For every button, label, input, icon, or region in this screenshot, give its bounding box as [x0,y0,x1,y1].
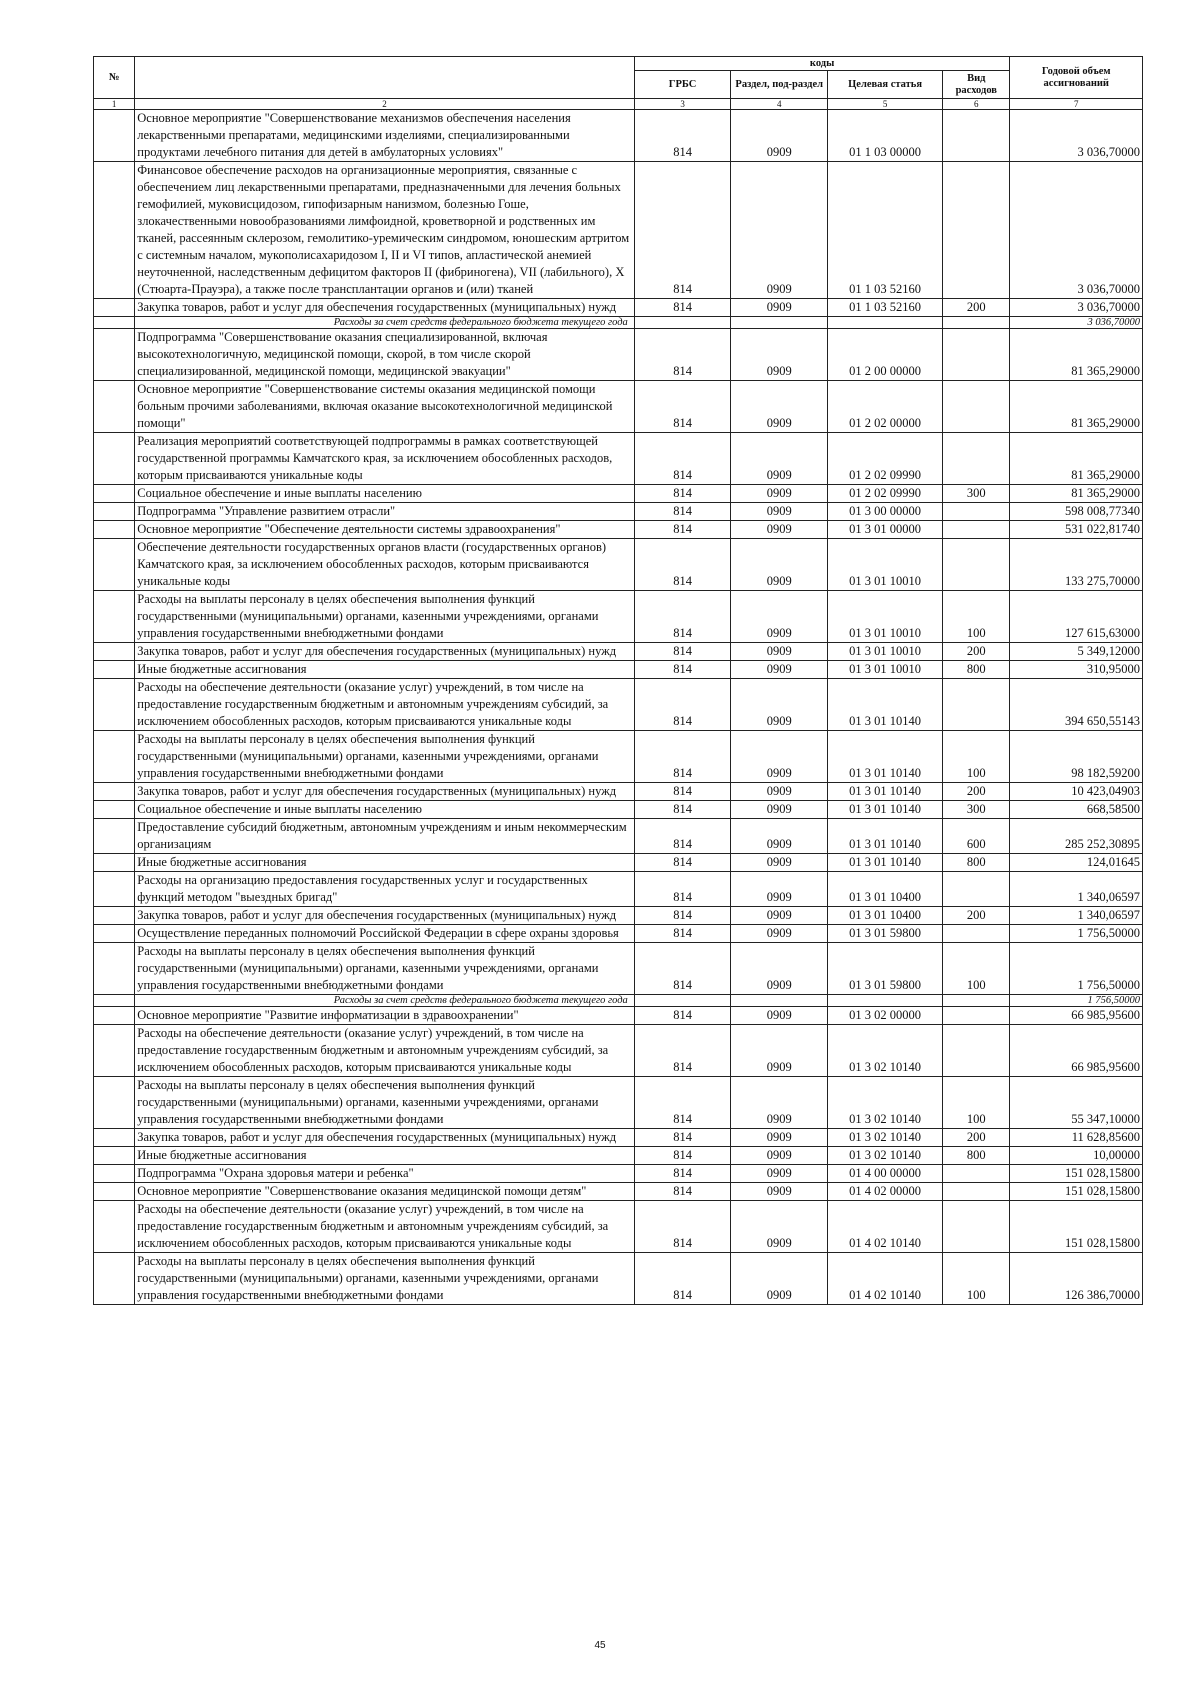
row-type-cell [943,1007,1010,1025]
row-section-cell: 0909 [731,299,828,317]
row-grbs-cell: 814 [634,925,731,943]
row-name-cell: Закупка товаров, работ и услуг для обеспечения государственных (муниципальных) нужд [135,299,635,317]
row-amount-cell: 124,01645 [1010,854,1143,872]
row-grbs-cell: 814 [634,661,731,679]
col-number: 4 [731,99,828,110]
row-amount-cell: 126 386,70000 [1010,1253,1143,1305]
row-type-cell: 200 [943,907,1010,925]
table-row [94,907,1143,925]
row-amount-cell: 3 036,70000 [1010,317,1143,329]
row-type-cell [943,1025,1010,1077]
row-number-cell [94,299,135,317]
budget-table [93,56,1143,1305]
row-section-cell: 0909 [731,433,828,485]
row-grbs-cell [634,995,731,1007]
row-section-cell: 0909 [731,1025,828,1077]
row-target-cell: 01 3 00 00000 [828,503,943,521]
row-type-cell: 100 [943,1077,1010,1129]
row-section-cell: 0909 [731,643,828,661]
row-grbs-cell: 814 [634,503,731,521]
row-name-cell: Закупка товаров, работ и услуг для обеспечения государственных (муниципальных) нужд [135,907,635,925]
row-grbs-cell [634,317,731,329]
row-type-cell [943,539,1010,591]
row-section-cell: 0909 [731,731,828,783]
row-number-cell [94,539,135,591]
table-row [94,643,1143,661]
row-type-cell [943,521,1010,539]
row-amount-cell: 598 008,77340 [1010,503,1143,521]
row-name-cell: Расходы на обеспечение деятельности (оказание услуг) учреждений, в том числе на предоставление государственным бюджетным и автономным учреждениям субсидий, за исключением обособленных расходов, которым присваиваются уникальные коды [135,1201,635,1253]
row-section-cell: 0909 [731,503,828,521]
row-target-cell: 01 3 01 10140 [828,731,943,783]
row-type-cell [943,433,1010,485]
header-target: Целевая статья [828,71,943,99]
table-row [94,433,1143,485]
row-number-cell [94,661,135,679]
row-grbs-cell: 814 [634,1147,731,1165]
table-row [94,783,1143,801]
row-grbs-cell: 814 [634,801,731,819]
row-number-cell [94,854,135,872]
row-grbs-cell: 814 [634,783,731,801]
row-target-cell: 01 3 02 10140 [828,1147,943,1165]
table-row [94,679,1143,731]
row-grbs-cell: 814 [634,1165,731,1183]
row-grbs-cell: 814 [634,854,731,872]
row-target-cell: 01 2 02 00000 [828,381,943,433]
row-target-cell: 01 3 01 00000 [828,521,943,539]
row-target-cell: 01 3 01 59800 [828,925,943,943]
row-amount-cell: 5 349,12000 [1010,643,1143,661]
row-number-cell [94,783,135,801]
row-number-cell [94,591,135,643]
table-row [94,539,1143,591]
row-type-cell [943,381,1010,433]
row-number-cell [94,485,135,503]
row-grbs-cell: 814 [634,1025,731,1077]
row-target-cell: 01 4 02 10140 [828,1253,943,1305]
row-number-cell [94,1165,135,1183]
row-name-cell: Подпрограмма "Совершенствование оказания специализированной, включая высокотехнологичную, медицинской помощи, скорой, в том числе скорой специализированной, медицинской помощи, медицинской эвакуации" [135,329,635,381]
row-section-cell: 0909 [731,819,828,854]
row-section-cell: 0909 [731,1253,828,1305]
table-row [94,1201,1143,1253]
row-amount-cell: 1 340,06597 [1010,872,1143,907]
row-type-cell: 200 [943,643,1010,661]
row-type-cell [943,995,1010,1007]
row-section-cell: 0909 [731,661,828,679]
row-type-cell [943,317,1010,329]
row-name-cell: Социальное обеспечение и иные выплаты населению [135,801,635,819]
row-type-cell: 200 [943,783,1010,801]
row-amount-cell: 10,00000 [1010,1147,1143,1165]
row-number-cell [94,995,135,1007]
row-number-cell [94,162,135,299]
table-row [94,329,1143,381]
row-number-cell [94,731,135,783]
row-grbs-cell: 814 [634,110,731,162]
row-type-cell [943,329,1010,381]
row-type-cell: 800 [943,1147,1010,1165]
row-name-cell: Социальное обеспечение и иные выплаты населению [135,485,635,503]
table-row [94,661,1143,679]
row-amount-cell: 1 340,06597 [1010,907,1143,925]
row-type-cell: 800 [943,661,1010,679]
row-type-cell [943,162,1010,299]
row-section-cell: 0909 [731,521,828,539]
row-section-cell: 0909 [731,329,828,381]
row-name-cell: Расходы на обеспечение деятельности (оказание услуг) учреждений, в том числе на предоставление государственным бюджетным и автономным учреждениям субсидий, за исключением обособленных расходов, которым присваиваются уникальные коды [135,679,635,731]
row-name-cell: Осуществление переданных полномочий Российской Федерации в сфере охраны здоровья [135,925,635,943]
federal-budget-row [94,995,1143,1007]
row-target-cell: 01 3 02 10140 [828,1077,943,1129]
row-number-cell [94,503,135,521]
row-section-cell: 0909 [731,591,828,643]
row-type-cell: 300 [943,801,1010,819]
row-section-cell: 0909 [731,801,828,819]
row-amount-cell: 133 275,70000 [1010,539,1143,591]
row-number-cell [94,925,135,943]
row-name-cell: Расходы на выплаты персоналу в целях обеспечения выполнения функций государственными (муниципальными) органами, казенными учреждениями, органами управления государственными внебюджетными фондами [135,591,635,643]
table-row [94,943,1143,995]
row-grbs-cell: 814 [634,819,731,854]
row-number-cell [94,1025,135,1077]
col-number: 1 [94,99,135,110]
row-number-cell [94,1183,135,1201]
row-section-cell: 0909 [731,1129,828,1147]
row-section-cell: 0909 [731,162,828,299]
row-target-cell: 01 4 02 10140 [828,1201,943,1253]
row-number-cell [94,1201,135,1253]
row-section-cell: 0909 [731,1201,828,1253]
row-name-cell: Расходы на организацию предоставления государственных услуг и государственных функций методом "выездных бригад" [135,872,635,907]
row-grbs-cell: 814 [634,539,731,591]
row-target-cell: 01 1 03 52160 [828,162,943,299]
row-target-cell: 01 3 01 10010 [828,591,943,643]
row-name-cell: Подпрограмма "Охрана здоровья матери и ребенка" [135,1165,635,1183]
row-number-cell [94,329,135,381]
row-grbs-cell: 814 [634,943,731,995]
row-name-cell: Основное мероприятие "Совершенствование оказания медицинской помощи детям" [135,1183,635,1201]
row-grbs-cell: 814 [634,1007,731,1025]
row-grbs-cell: 814 [634,872,731,907]
table-row [94,162,1143,299]
row-target-cell: 01 4 00 00000 [828,1165,943,1183]
row-amount-cell: 394 650,55143 [1010,679,1143,731]
row-section-cell: 0909 [731,943,828,995]
row-section-cell: 0909 [731,1183,828,1201]
row-target-cell: 01 2 02 09990 [828,485,943,503]
row-section-cell: 0909 [731,1077,828,1129]
row-amount-cell: 668,58500 [1010,801,1143,819]
row-amount-cell: 3 036,70000 [1010,299,1143,317]
row-section-cell: 0909 [731,485,828,503]
row-type-cell [943,110,1010,162]
table-row [94,110,1143,162]
table-row [94,1253,1143,1305]
row-section-cell: 0909 [731,539,828,591]
row-type-cell: 200 [943,1129,1010,1147]
table-row [94,1077,1143,1129]
row-target-cell: 01 3 01 10400 [828,907,943,925]
table-row [94,731,1143,783]
row-amount-cell: 531 022,81740 [1010,521,1143,539]
row-grbs-cell: 814 [634,1201,731,1253]
row-number-cell [94,907,135,925]
row-amount-cell: 1 756,50000 [1010,943,1143,995]
row-grbs-cell: 814 [634,381,731,433]
row-number-cell [94,317,135,329]
row-number-cell [94,643,135,661]
row-target-cell: 01 2 02 09990 [828,433,943,485]
header-grbs: ГРБС [634,71,731,99]
row-number-cell [94,521,135,539]
row-number-cell [94,943,135,995]
table-row [94,819,1143,854]
table-row [94,1025,1143,1077]
row-name-cell: Основное мероприятие "Совершенствование механизмов обеспечения населения лекарственными препаратами, медицинскими изделиями, специализированными продуктами лечебного питания для детей в амбулаторных условиях" [135,110,635,162]
row-number-cell [94,679,135,731]
row-target-cell: 01 1 03 52160 [828,299,943,317]
row-amount-cell: 66 985,95600 [1010,1025,1143,1077]
row-name-cell: Расходы на выплаты персоналу в целях обеспечения выполнения функций государственными (муниципальными) органами, казенными учреждениями, органами управления государственными внебюджетными фондами [135,943,635,995]
row-target-cell: 01 3 01 10010 [828,539,943,591]
row-amount-cell: 98 182,59200 [1010,731,1143,783]
row-number-cell [94,872,135,907]
row-type-cell: 600 [943,819,1010,854]
row-section-cell: 0909 [731,1165,828,1183]
row-grbs-cell: 814 [634,643,731,661]
row-name-cell: Расходы на выплаты персоналу в целях обеспечения выполнения функций государственными (муниципальными) органами, казенными учреждениями, органами управления государственными внебюджетными фондами [135,1253,635,1305]
row-section-cell [731,317,828,329]
row-amount-cell: 151 028,15800 [1010,1183,1143,1201]
row-name-cell: Предоставление субсидий бюджетным, автономным учреждениям и иным некоммерческим организациям [135,819,635,854]
table-row [94,801,1143,819]
row-target-cell: 01 3 01 10140 [828,854,943,872]
row-amount-cell: 81 365,29000 [1010,485,1143,503]
table-row [94,1183,1143,1201]
row-target-cell: 01 3 02 00000 [828,1007,943,1025]
table-row [94,1165,1143,1183]
row-name-cell: Иные бюджетные ассигнования [135,661,635,679]
row-type-cell [943,503,1010,521]
row-target-cell: 01 3 01 10140 [828,783,943,801]
row-type-cell: 100 [943,943,1010,995]
row-number-cell [94,801,135,819]
row-section-cell: 0909 [731,783,828,801]
row-name-cell: Расходы на выплаты персоналу в целях обеспечения выполнения функций государственными (муниципальными) органами, казенными учреждениями, органами управления государственными внебюджетными фондами [135,731,635,783]
row-amount-cell: 11 628,85600 [1010,1129,1143,1147]
row-name-cell: Основное мероприятие "Совершенствование системы оказания медицинской помощи больным прочими заболеваниями, включая оказание высокотехнологичной медицинской помощи" [135,381,635,433]
table-row [94,872,1143,907]
row-section-cell: 0909 [731,907,828,925]
row-target-cell [828,317,943,329]
row-number-cell [94,1147,135,1165]
row-amount-cell: 81 365,29000 [1010,433,1143,485]
row-section-cell: 0909 [731,110,828,162]
row-target-cell: 01 1 03 00000 [828,110,943,162]
table-row [94,381,1143,433]
row-grbs-cell: 814 [634,299,731,317]
row-section-cell: 0909 [731,1007,828,1025]
row-grbs-cell: 814 [634,679,731,731]
row-number-cell [94,433,135,485]
row-amount-cell: 81 365,29000 [1010,329,1143,381]
row-target-cell: 01 3 02 10140 [828,1025,943,1077]
row-grbs-cell: 814 [634,731,731,783]
table-row [94,485,1143,503]
col-number: 2 [135,99,635,110]
row-number-cell [94,819,135,854]
row-grbs-cell: 814 [634,907,731,925]
row-number-cell [94,1007,135,1025]
row-section-cell: 0909 [731,854,828,872]
row-number-cell [94,1077,135,1129]
table-row [94,854,1143,872]
row-target-cell: 01 3 02 10140 [828,1129,943,1147]
row-section-cell: 0909 [731,381,828,433]
row-target-cell [828,995,943,1007]
row-target-cell: 01 4 02 00000 [828,1183,943,1201]
row-target-cell: 01 3 01 10010 [828,661,943,679]
row-amount-cell: 1 756,50000 [1010,995,1143,1007]
row-name-cell: Финансовое обеспечение расходов на организационные мероприятия, связанные с обеспечением лиц лекарственными препаратами, предназначенными для лечения больных гемофилией, муковисцидозом, гипофизарным нанизмом, болезнью Гоше, злокачественными новообразованиями лимфоидной, кроветворной и родственных им тканей, рассеянным склерозом, гемолитико-уремическим синдромом, юношеским артритом с системным началом, мукополисахаридозом I, II и VI типов, апластической анемией неуточненной, наследственным дефицитом факторов II (фибриногена), VII (лабильного), X (Стюарта-Прауэра), а также после трансплантации органов и (или) тканей [135,162,635,299]
row-number-cell [94,110,135,162]
row-type-cell: 800 [943,854,1010,872]
row-grbs-cell: 814 [634,433,731,485]
table-row [94,1129,1143,1147]
col-number: 3 [634,99,731,110]
row-target-cell: 01 3 01 59800 [828,943,943,995]
row-section-cell: 0909 [731,679,828,731]
row-grbs-cell: 814 [634,1253,731,1305]
row-name-cell: Расходы за счет средств федерального бюджета текущего года [135,995,635,1007]
row-amount-cell: 55 347,10000 [1010,1077,1143,1129]
row-amount-cell: 81 365,29000 [1010,381,1143,433]
header-volume: Годовой объем ассигнований [1010,57,1143,99]
row-target-cell: 01 3 01 10140 [828,801,943,819]
table-row [94,299,1143,317]
row-grbs-cell: 814 [634,591,731,643]
row-number-cell [94,381,135,433]
row-type-cell: 100 [943,591,1010,643]
row-name-cell: Закупка товаров, работ и услуг для обеспечения государственных (муниципальных) нужд [135,643,635,661]
row-type-cell [943,872,1010,907]
row-amount-cell: 285 252,30895 [1010,819,1143,854]
header-codes: коды [634,57,1010,71]
table-row [94,1147,1143,1165]
row-amount-cell: 3 036,70000 [1010,162,1143,299]
row-grbs-cell: 814 [634,1183,731,1201]
row-amount-cell: 127 615,63000 [1010,591,1143,643]
row-target-cell: 01 3 01 10140 [828,819,943,854]
row-type-cell [943,1201,1010,1253]
table-row [94,925,1143,943]
row-amount-cell: 151 028,15800 [1010,1165,1143,1183]
row-name-cell: Иные бюджетные ассигнования [135,1147,635,1165]
row-name-cell: Расходы за счет средств федерального бюджета текущего года [135,317,635,329]
row-name-cell: Закупка товаров, работ и услуг для обеспечения государственных (муниципальных) нужд [135,783,635,801]
row-section-cell: 0909 [731,925,828,943]
row-grbs-cell: 814 [634,485,731,503]
row-name-cell: Иные бюджетные ассигнования [135,854,635,872]
row-type-cell: 100 [943,731,1010,783]
row-type-cell [943,1165,1010,1183]
row-name-cell: Обеспечение деятельности государственных органов власти (государственных органов) Камчатского края, за исключением обособленных расходов, которым присваиваются уникальные коды [135,539,635,591]
row-grbs-cell: 814 [634,1077,731,1129]
row-type-cell: 100 [943,1253,1010,1305]
row-number-cell [94,1129,135,1147]
row-grbs-cell: 814 [634,521,731,539]
table-row [94,1007,1143,1025]
row-grbs-cell: 814 [634,329,731,381]
col-number: 7 [1010,99,1143,110]
col-number: 5 [828,99,943,110]
table-row [94,521,1143,539]
row-type-cell: 200 [943,299,1010,317]
row-grbs-cell: 814 [634,1129,731,1147]
header-name [135,57,635,99]
row-name-cell: Закупка товаров, работ и услуг для обеспечения государственных (муниципальных) нужд [135,1129,635,1147]
table-row [94,591,1143,643]
row-amount-cell: 1 756,50000 [1010,925,1143,943]
row-type-cell [943,679,1010,731]
row-target-cell: 01 3 01 10140 [828,679,943,731]
table-row [94,503,1143,521]
row-amount-cell: 151 028,15800 [1010,1201,1143,1253]
row-section-cell [731,995,828,1007]
col-number: 6 [943,99,1010,110]
row-name-cell: Реализация мероприятий соответствующей подпрограммы в рамках соответствующей государственной программы Камчатского края, за исключением обособленных расходов, которым присваиваются уникальные коды [135,433,635,485]
row-name-cell: Основное мероприятие "Развитие информатизации в здравоохранении" [135,1007,635,1025]
row-amount-cell: 310,95000 [1010,661,1143,679]
row-amount-cell: 3 036,70000 [1010,110,1143,162]
row-target-cell: 01 2 00 00000 [828,329,943,381]
federal-budget-row [94,317,1143,329]
header-no: № [94,57,135,99]
row-target-cell: 01 3 01 10010 [828,643,943,661]
row-type-cell [943,925,1010,943]
row-number-cell [94,1253,135,1305]
row-name-cell: Подпрограмма "Управление развитием отрасли" [135,503,635,521]
row-grbs-cell: 814 [634,162,731,299]
page-number: 45 [594,1640,606,1651]
row-amount-cell: 66 985,95600 [1010,1007,1143,1025]
row-name-cell: Расходы на выплаты персоналу в целях обеспечения выполнения функций государственными (муниципальными) органами, казенными учреждениями, органами управления государственными внебюджетными фондами [135,1077,635,1129]
header-section: Раздел, под-раздел [731,71,828,99]
header-exp-type: Вид расходов [943,71,1010,99]
row-section-cell: 0909 [731,872,828,907]
row-target-cell: 01 3 01 10400 [828,872,943,907]
row-section-cell: 0909 [731,1147,828,1165]
row-type-cell: 300 [943,485,1010,503]
row-amount-cell: 10 423,04903 [1010,783,1143,801]
row-type-cell [943,1183,1010,1201]
row-name-cell: Расходы на обеспечение деятельности (оказание услуг) учреждений, в том числе на предоставление государственным бюджетным и автономным учреждениям субсидий, за исключением обособленных расходов, которым присваиваются уникальные коды [135,1025,635,1077]
row-name-cell: Основное мероприятие "Обеспечение деятельности системы здравоохранения" [135,521,635,539]
